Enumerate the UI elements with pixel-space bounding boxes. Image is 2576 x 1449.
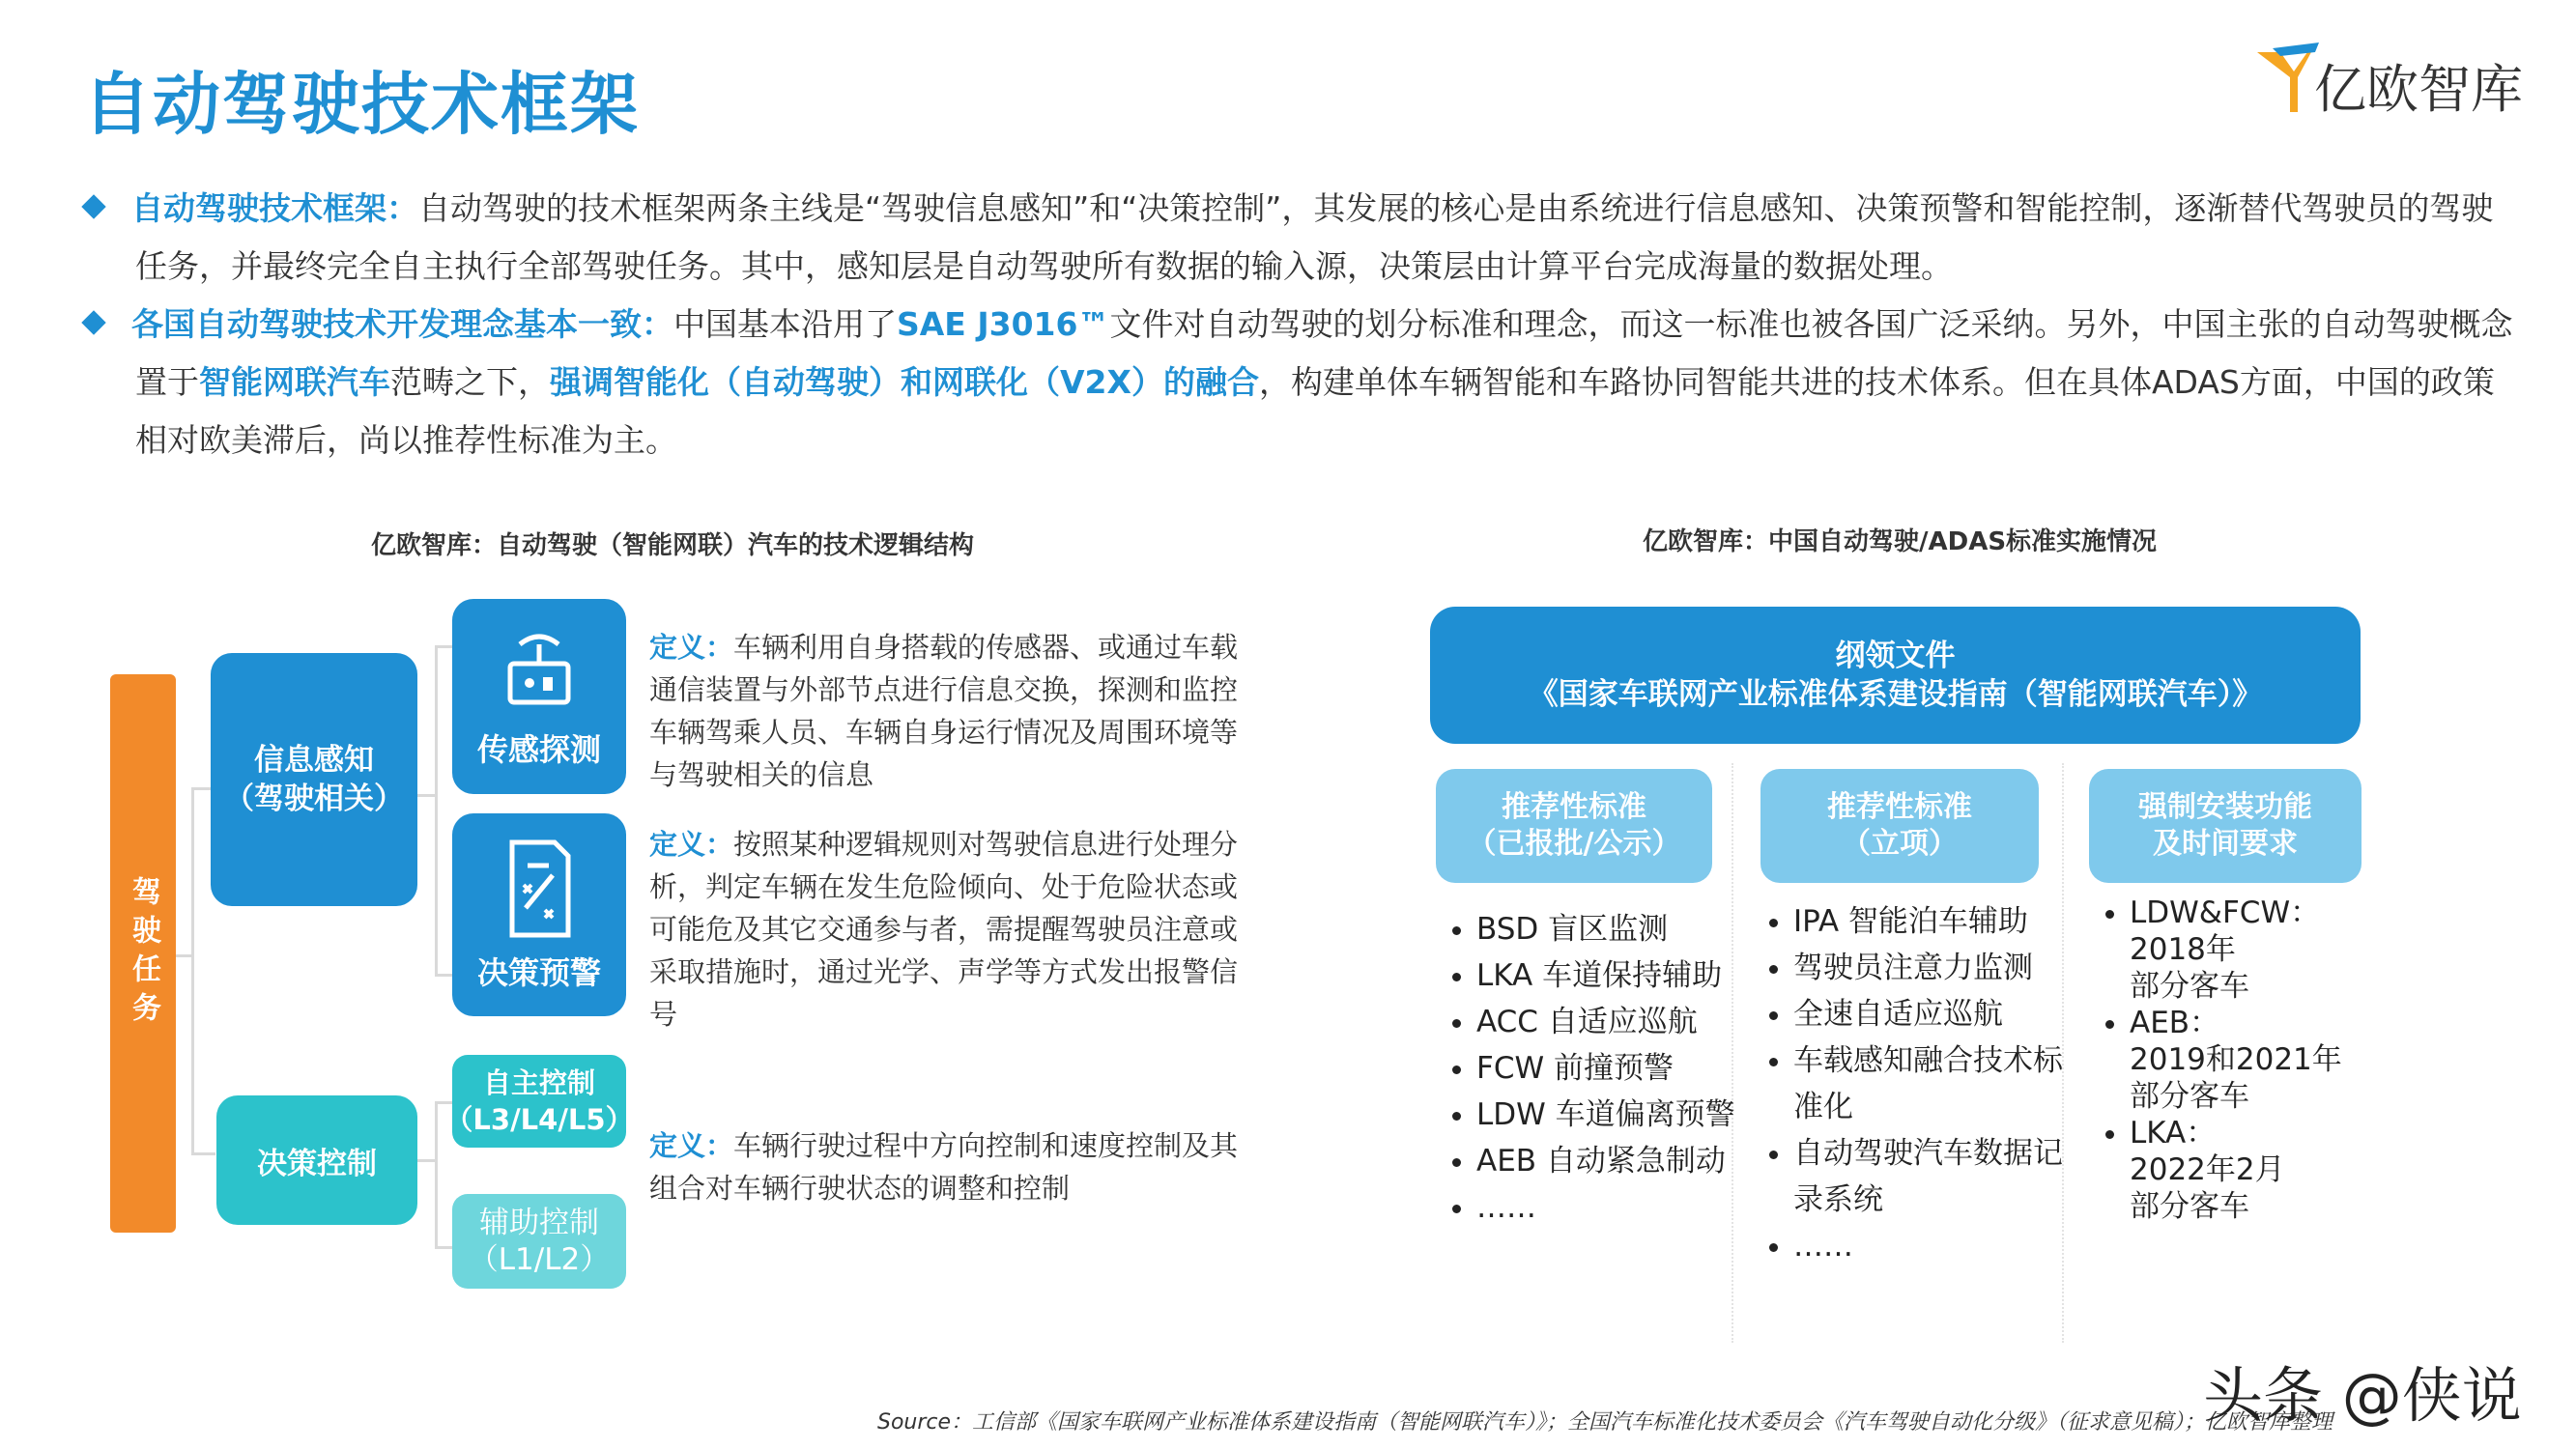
connector-line — [435, 974, 454, 977]
page-title: 自动驾驶技术框架 — [83, 65, 640, 144]
bullet-2 — [87, 296, 2522, 469]
list-item: • FCW 前撞预警 — [1476, 1045, 1795, 1092]
list-item: • 自动驾驶汽车数据记录系统 — [1793, 1130, 2087, 1223]
connector-line — [435, 1246, 454, 1249]
logo-text: 亿欧智库 — [2314, 59, 2523, 120]
connector-line — [435, 645, 438, 974]
guide-document-bar — [1430, 607, 2361, 744]
bullet-2-label: 各国自动驾驶技术开发理念基本一致： — [131, 305, 673, 343]
perception-box: 信息感知 （驾驶相关） — [211, 653, 417, 906]
diamond-bullet-icon — [81, 194, 105, 218]
sensor-icon — [501, 623, 578, 720]
connector-line — [435, 645, 454, 648]
bullet-2-hl-a: SAE J3016™ — [897, 305, 1110, 343]
list-item: • AEB 自动紧急制动 — [1476, 1138, 1795, 1184]
assist-control-box: 辅助控制 （L1/L2） — [452, 1194, 626, 1289]
connector-line — [191, 787, 211, 790]
list-item: • 全速自适应巡航 — [1793, 991, 2087, 1037]
driving-task-bar — [110, 674, 176, 1233]
control-box: 决策控制 — [216, 1095, 417, 1225]
diamond-bullet-icon — [81, 310, 105, 334]
sensing-label: 传感探测 — [476, 731, 601, 768]
column-head-3: 强制安装功能 及时间要求 — [2089, 769, 2361, 883]
list-item: • LKA 车道保持辅助 — [1476, 952, 1795, 999]
source-note: Source：工信部《国家车联网产业标准体系建设指南（智能网联汽车）》；全国汽车标准化技术委员会《汽车驾驶自动化分级》（征求意见稿）；亿欧智库整理 — [877, 1410, 2333, 1435]
definition-label: 定义 — [649, 828, 706, 861]
list-item: • BSD 盲区监测 — [1476, 906, 1795, 952]
column-head-1: 推荐性标准 （已报批/公示） — [1436, 769, 1712, 883]
connector-line — [417, 794, 437, 797]
connector-line — [417, 1159, 437, 1162]
guide-document-name: 《国家车联网产业标准体系建设指南（智能网联汽车）》 — [1528, 677, 2263, 712]
definition-sensing: 定义：车辆利用自身搭载的传感器、或通过车载通信装置与外部节点进行信息交换，探测和监控车辆驾乘人员、车辆自身运行情况及周围环境等与驾驶相关的信息 — [649, 631, 1239, 791]
bullet-2-hl-c: 强调智能化（自动驾驶）和网联化（V2X）的融合 — [550, 363, 1259, 401]
warning-box — [452, 813, 626, 1016]
list-item: • ACC 自适应巡航 — [1476, 999, 1795, 1045]
bullet-2-text-b: 文件对自动驾驶的划分标准和理念，而这一标准也被各国广泛采纳。另外，中国主张的自动驾驶概念置于 — [135, 305, 2513, 401]
list-item: • IPA 智能泊车辅助 — [1793, 898, 2087, 945]
definition-warning: 定义：按照某种逻辑规则对驾驶信息进行处理分析，判定车辆在发生危险倾向、处于危险状态或可能危及其它交通参与者，需提醒驾驶员注意或采取措施时，通过光学、声学等方式发出报警信号 — [649, 828, 1239, 1031]
bullet-1 — [87, 180, 2522, 296]
left-diagram-title: 亿欧智库：自动驾驶（智能网联）汽车的技术逻辑结构 — [371, 531, 975, 560]
list-item: • LDW 车道偏离预警 — [1476, 1092, 1795, 1138]
list-item: • …… — [1476, 1184, 1795, 1231]
sensing-box — [452, 599, 626, 794]
bullet-2-hl-b: 智能网联汽车 — [199, 363, 390, 401]
bullet-2-text-d: ，构建单体车辆智能和车路协同智能共进的技术体系。但在具体ADAS方面，中国的政策相对欧美滞后，尚以推荐性标准为主。 — [135, 363, 2495, 459]
definition-warning-text: 按照某种逻辑规则对驾驶信息进行处理分析，判定车辆在发生危险倾向、处于危险状态或可能危及其它交通参与者，需提醒驾驶员注意或采取措施时，通过光学、声学等方式发出报警信号 — [649, 828, 1239, 1031]
list-item: • AEB： 2019和2021年 部分客车 — [2130, 1005, 2419, 1115]
right-table-title: 亿欧智库：中国自动驾驶/ADAS标准实施情况 — [1643, 527, 2158, 556]
list-item: • 车载感知融合技术标准化 — [1793, 1037, 2087, 1130]
driving-task-label: 驾驶任务 — [127, 876, 160, 1031]
connector-line — [176, 954, 193, 957]
bullet-2-text-a: 中国基本沿用了 — [673, 305, 897, 343]
decision-document-icon — [501, 837, 578, 943]
connector-line — [191, 787, 194, 1152]
connector-line — [435, 1101, 438, 1246]
guide-label: 纲领文件 — [1835, 639, 1956, 673]
list-item: • …… — [1793, 1223, 2087, 1269]
column-1-list — [1434, 906, 1795, 1231]
bullet-2-text-c: 范畴之下， — [390, 363, 550, 401]
bullet-1-label: 自动驾驶技术框架： — [131, 189, 418, 227]
list-item: • LKA： 2022年2月 部分客车 — [2130, 1115, 2419, 1225]
list-item: • LDW&FCW： 2018年 部分客车 — [2130, 895, 2419, 1005]
definition-control: 定义：车辆行驶过程中方向控制和速度控制及其组合对车辆行驶状态的调整和控制 — [649, 1129, 1239, 1205]
connector-line — [191, 1152, 215, 1155]
watermark: 头条 @侠说 — [2203, 1360, 2522, 1431]
definition-control-text: 车辆行驶过程中方向控制和速度控制及其组合对车辆行驶状态的调整和控制 — [649, 1129, 1239, 1205]
auto-control-box: 自主控制 （L3/L4/L5） — [452, 1055, 626, 1148]
column-head-2: 推荐性标准 （立项） — [1760, 769, 2039, 883]
bullet-1-text: 自动驾驶的技术框架两条主线是“驾驶信息感知”和“决策控制”，其发展的核心是由系统进行信息感知、决策预警和智能控制，逐渐替代驾驶员的驾驶任务，并最终完全自主执行全部驾驶任务。其中，感知层是自动驾驶所有数据的输入源，决策层由计算平台完成海量的数据处理。 — [135, 189, 2494, 285]
definition-label: 定义 — [649, 631, 706, 664]
column-3-list — [2087, 895, 2419, 1225]
list-item: • 驾驶员注意力监测 — [1793, 945, 2087, 991]
definition-sensing-text: 车辆利用自身搭载的传感器、或通过车载通信装置与外部节点进行信息交换，探测和监控车辆驾乘人员、车辆自身运行情况及周围环境等与驾驶相关的信息 — [649, 631, 1239, 791]
warning-label: 决策预警 — [476, 954, 601, 991]
column-2-list — [1751, 898, 2087, 1269]
definition-label: 定义 — [649, 1129, 706, 1162]
